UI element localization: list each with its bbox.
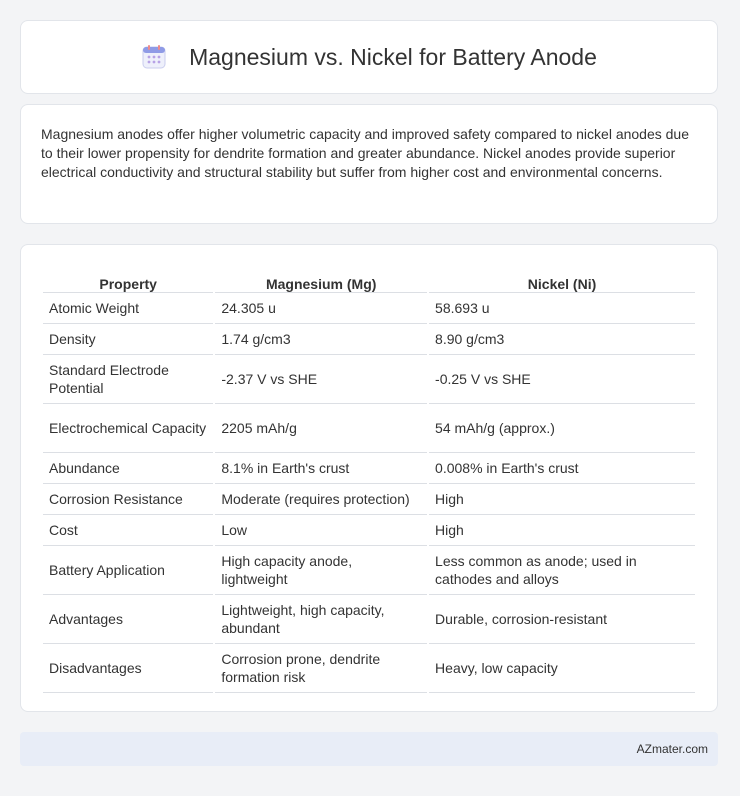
cell-magnesium: -2.37 V vs SHE (215, 355, 427, 404)
cell-magnesium: 8.1% in Earth's crust (215, 453, 427, 484)
table-row (43, 484, 695, 515)
cell-nickel: 58.693 u (429, 293, 695, 324)
cell-property: Battery Application (43, 546, 213, 595)
cell-property: Corrosion Resistance (43, 484, 213, 515)
cell-magnesium: 24.305 u (215, 293, 427, 324)
table-row (43, 546, 695, 595)
cell-property: Atomic Weight (43, 293, 213, 324)
comparison-table (41, 265, 697, 693)
table-row (43, 324, 695, 355)
page-title: Magnesium vs. Nickel for Battery Anode (189, 43, 597, 70)
cell-nickel: 8.90 g/cm3 (429, 324, 695, 355)
table-row (43, 595, 695, 644)
cell-property: Standard Electrode Potential (43, 355, 213, 404)
cell-property: Cost (43, 515, 213, 546)
cell-magnesium: Lightweight, high capacity, abundant (215, 595, 427, 644)
cell-nickel: Less common as anode; used in cathodes and alloys (429, 546, 695, 595)
summary-card (20, 104, 718, 224)
cell-magnesium: Moderate (requires protection) (215, 484, 427, 515)
cell-property: Disadvantages (43, 644, 213, 693)
table-row (43, 515, 695, 546)
table-header-row (43, 265, 695, 293)
header-nickel: Nickel (Ni) (429, 265, 695, 293)
cell-property: Advantages (43, 595, 213, 644)
table-row (43, 404, 695, 453)
cell-nickel: Heavy, low capacity (429, 644, 695, 693)
header-magnesium: Magnesium (Mg) (215, 265, 427, 293)
calendar-icon (141, 44, 167, 70)
cell-nickel: -0.25 V vs SHE (429, 355, 695, 404)
cell-nickel: High (429, 484, 695, 515)
header-property: Property (43, 265, 213, 293)
cell-nickel: Durable, corrosion-resistant (429, 595, 695, 644)
cell-nickel: 54 mAh/g (approx.) (429, 404, 695, 453)
comparison-table-card (20, 244, 718, 712)
cell-magnesium: 1.74 g/cm3 (215, 324, 427, 355)
footer-brand: AZmater.com (636, 742, 708, 756)
cell-property: Density (43, 324, 213, 355)
cell-nickel: 0.008% in Earth's crust (429, 453, 695, 484)
cell-magnesium: Low (215, 515, 427, 546)
cell-magnesium: 2205 mAh/g (215, 404, 427, 453)
table-row (43, 293, 695, 324)
table-row (43, 453, 695, 484)
cell-nickel: High (429, 515, 695, 546)
cell-property: Abundance (43, 453, 213, 484)
table-row (43, 644, 695, 693)
cell-magnesium: Corrosion prone, dendrite formation risk (215, 644, 427, 693)
cell-magnesium: High capacity anode, lightweight (215, 546, 427, 595)
table-row (43, 355, 695, 404)
footer (20, 732, 718, 766)
title-card (20, 20, 718, 94)
summary-text: Magnesium anodes offer higher volumetric capacity and improved safety compared to nickel anodes due to their lower propensity for dendrite formation and greater abundance. Nickel anodes provide superior electrical conductivity and structural stability but suffer from higher cost and environmental concerns. (41, 126, 689, 180)
cell-property: Electrochemical Capacity (43, 404, 213, 453)
